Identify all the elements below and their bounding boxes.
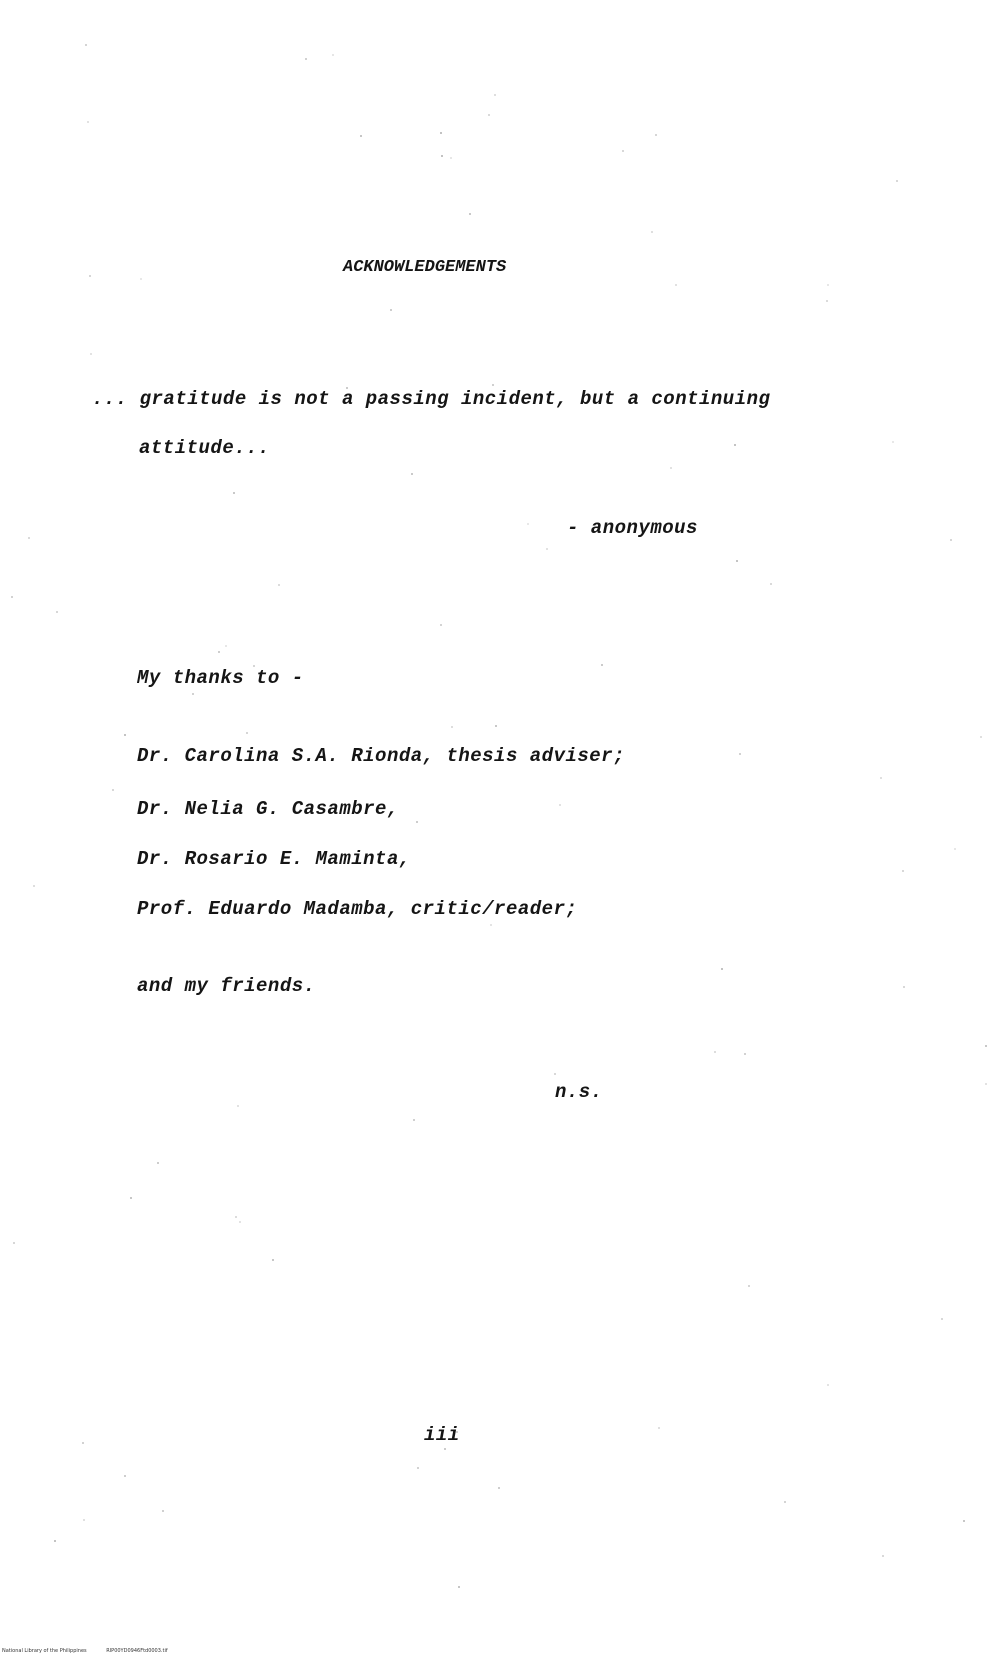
scan-speck xyxy=(458,1586,460,1588)
scan-speck xyxy=(490,924,492,926)
page-title: ACKNOWLEDGEMENTS xyxy=(343,258,507,277)
scan-speck xyxy=(444,1448,446,1450)
scan-speck xyxy=(13,1242,15,1244)
scan-speck xyxy=(826,300,828,302)
scan-speck xyxy=(360,135,362,137)
scan-speck xyxy=(784,1501,786,1503)
scan-speck xyxy=(130,1197,132,1199)
scan-speck xyxy=(670,467,672,469)
scan-speck xyxy=(272,1259,274,1261)
scan-speck xyxy=(225,645,227,647)
scan-speck xyxy=(192,693,194,695)
scan-speck xyxy=(748,1285,750,1287)
scan-speck xyxy=(124,734,126,736)
scan-speck xyxy=(651,231,653,233)
scan-speck xyxy=(450,157,452,159)
acknowledgement-item: and my friends. xyxy=(137,975,316,997)
scan-speck xyxy=(56,611,58,613)
acknowledgement-item: Dr. Rosario E. Maminta, xyxy=(137,848,411,870)
scan-speck xyxy=(721,968,723,970)
acknowledgement-item: Dr. Nelia G. Casambre, xyxy=(137,798,399,820)
scan-speck xyxy=(896,180,898,182)
scan-speck xyxy=(90,353,92,355)
scan-speck xyxy=(903,986,905,988)
scan-speck xyxy=(954,848,956,850)
scan-speck xyxy=(827,1384,829,1386)
scan-speck xyxy=(413,1119,415,1121)
footer-source: National Library of the Philippines xyxy=(2,1648,87,1654)
scan-speck xyxy=(495,725,497,727)
scan-speck xyxy=(11,596,13,598)
scan-speck xyxy=(390,309,392,311)
scan-speck xyxy=(744,1053,746,1055)
scan-speck xyxy=(658,1427,660,1429)
epigraph-line-1: ... gratitude is not a passing incident, but a continuing xyxy=(92,388,771,410)
scan-speck xyxy=(902,870,904,872)
scan-speck xyxy=(157,1162,159,1164)
epigraph-line-2: attitude... xyxy=(139,437,270,459)
scan-speck xyxy=(89,275,91,277)
footer-file-name: RIP00YD0946Ftd0003.tif xyxy=(106,1648,168,1654)
scan-speck xyxy=(985,1083,987,1085)
scan-speck xyxy=(469,213,471,215)
scan-speck xyxy=(83,1519,85,1521)
scan-speck xyxy=(112,789,114,791)
thanks-intro: My thanks to - xyxy=(137,667,304,689)
scan-speck xyxy=(440,624,442,626)
scan-speck xyxy=(416,821,418,823)
scan-speck xyxy=(82,1442,84,1444)
scan-speck xyxy=(527,523,529,525)
scan-speck xyxy=(622,150,624,152)
page-number: iii xyxy=(424,1424,460,1446)
scan-speck xyxy=(218,651,220,653)
scan-speck xyxy=(162,1510,164,1512)
scan-speck xyxy=(492,384,494,386)
scan-speck xyxy=(882,1555,884,1557)
scan-speck xyxy=(827,284,829,286)
scan-footer xyxy=(2,1648,186,1654)
scan-speck xyxy=(417,1467,419,1469)
scan-speck xyxy=(963,1520,965,1522)
scan-speck xyxy=(440,132,442,134)
scan-speck xyxy=(554,1073,556,1075)
scan-speck xyxy=(237,1105,239,1107)
scan-speck xyxy=(494,94,496,96)
scan-speck xyxy=(770,583,772,585)
scan-speck xyxy=(675,284,677,286)
acknowledgement-item: Prof. Eduardo Madamba, critic/reader; xyxy=(137,898,578,920)
scan-speck xyxy=(441,155,443,157)
scan-speck xyxy=(941,1318,943,1320)
scan-speck xyxy=(734,444,736,446)
scan-speck xyxy=(246,732,248,734)
scan-speck xyxy=(54,1540,56,1542)
scan-speck xyxy=(278,584,280,586)
scan-speck xyxy=(235,1216,237,1218)
scan-speck xyxy=(655,134,657,136)
scan-speck xyxy=(498,1487,500,1489)
scan-speck xyxy=(950,539,952,541)
scan-speck xyxy=(305,58,307,60)
scan-speck xyxy=(714,1051,716,1053)
scan-speck xyxy=(559,804,561,806)
scan-speck xyxy=(880,777,882,779)
scan-speck xyxy=(980,736,982,738)
scan-speck xyxy=(488,114,490,116)
scan-speck xyxy=(87,121,89,123)
scan-speck xyxy=(601,664,603,666)
scan-speck xyxy=(739,753,741,755)
scan-speck xyxy=(451,726,453,728)
scan-speck xyxy=(892,441,894,443)
scan-speck xyxy=(736,560,738,562)
scan-speck xyxy=(332,54,334,56)
scan-speck xyxy=(33,885,35,887)
scan-speck xyxy=(411,473,413,475)
scan-speck xyxy=(985,1045,987,1047)
scan-speck xyxy=(28,537,30,539)
scan-speck xyxy=(85,44,87,46)
signature-initials: n.s. xyxy=(555,1081,603,1103)
scan-speck xyxy=(124,1475,126,1477)
epigraph-attribution: - anonymous xyxy=(567,517,698,539)
scan-speck xyxy=(233,492,235,494)
scan-speck xyxy=(239,1221,241,1223)
scan-speck xyxy=(546,548,548,550)
acknowledgement-item: Dr. Carolina S.A. Rionda, thesis adviser; xyxy=(137,745,625,767)
scan-speck xyxy=(140,278,142,280)
